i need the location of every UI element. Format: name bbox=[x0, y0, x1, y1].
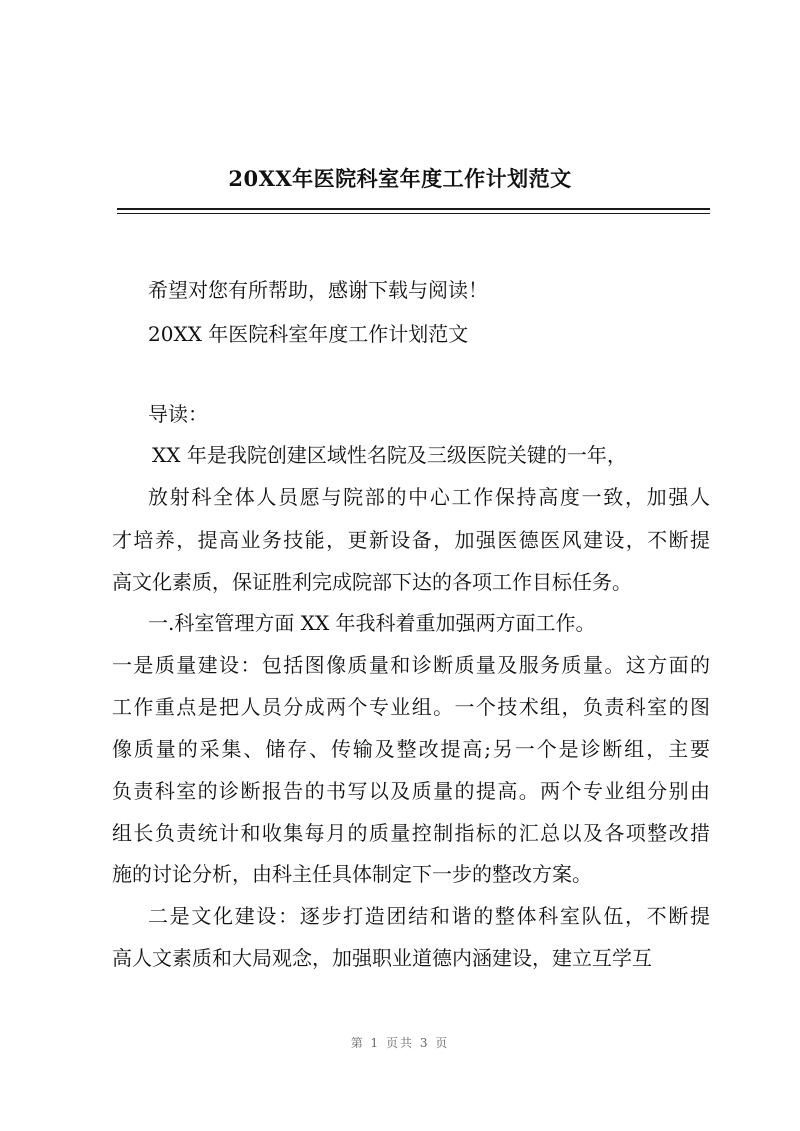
section-heading: 一.科室管理方面 XX 年我科着重加强两方面工作。 bbox=[148, 611, 596, 635]
guide-label: 导读： bbox=[148, 402, 208, 426]
body-line: 工作重点是把人员分成两个专业组。一个技术组，负责科室的图 bbox=[112, 695, 710, 719]
subtitle-text: 20XX 年医院科室年度工作计划范文 bbox=[148, 322, 469, 346]
page-number: 第 1 页共 3 页 bbox=[350, 1036, 450, 1050]
body-line: 一是质量建设：包括图像质量和诊断质量及服务质量。这方面的 bbox=[112, 653, 710, 677]
body-line: XX 年是我院创建区域性名院及三级医院关键的一年， bbox=[152, 443, 627, 467]
body-line: 高人文素质和大局观念，加强职业道德内涵建设，建立互学互 bbox=[112, 946, 652, 970]
intro-text: 希望对您有所帮助，感谢下载与阅读！ bbox=[148, 278, 488, 302]
body-line: 像质量的采集、储存、传输及整改提高;另一个是诊断组，主要 bbox=[112, 737, 710, 761]
body-line: 高文化素质，保证胜利完成院部下达的各项工作目标任务。 bbox=[112, 570, 632, 594]
body-line: 放射科全体人员愿与院部的中心工作保持高度一致，加强人 bbox=[148, 485, 710, 509]
body-line: 负责科室的诊断报告的书写以及质量的提高。两个专业组分别由 bbox=[112, 779, 710, 803]
body-line: 组长负责统计和收集每月的质量控制指标的汇总以及各项整改措 bbox=[112, 821, 710, 845]
title-divider bbox=[117, 208, 710, 210]
title-divider-thin bbox=[117, 213, 710, 214]
document-title: 20XX年医院科室年度工作计划范文 bbox=[228, 166, 572, 191]
body-line: 二是文化建设：逐步打造团结和谐的整体科室队伍，不断提 bbox=[148, 904, 710, 928]
body-line: 才培养，提高业务技能，更新设备，加强医德医风建设，不断提 bbox=[112, 528, 710, 552]
body-line: 施的讨论分析，由科主任具体制定下一步的整改方案。 bbox=[112, 862, 592, 886]
